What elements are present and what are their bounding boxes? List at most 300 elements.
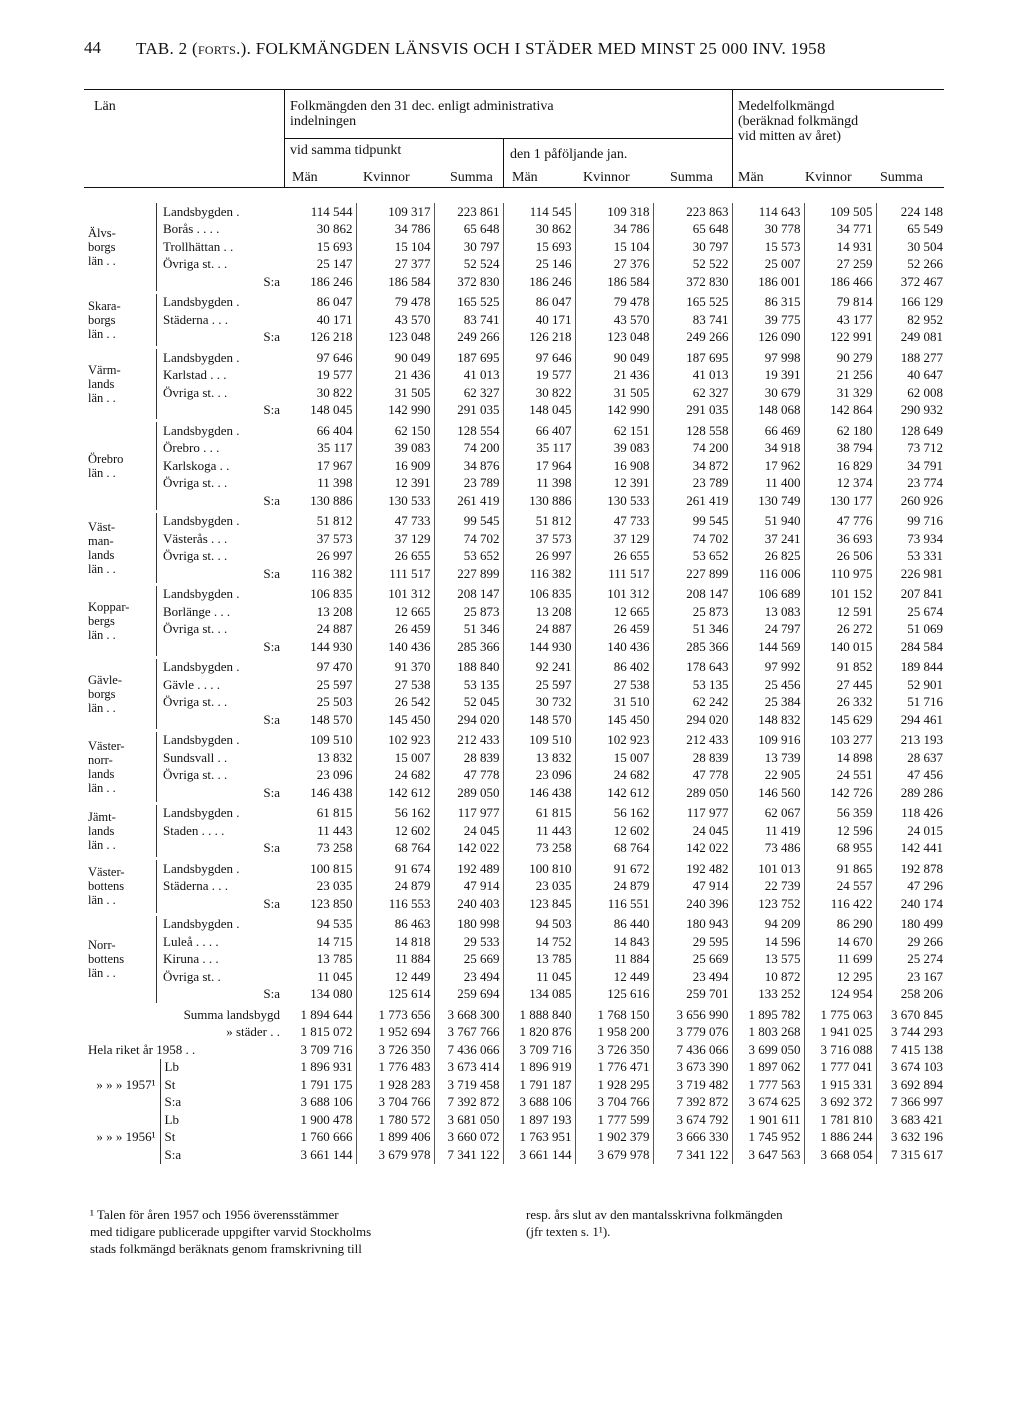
value-cell: 142 612 xyxy=(575,784,653,802)
table-row xyxy=(84,933,946,951)
value-cell: 1 815 072 xyxy=(284,1024,356,1042)
value-cell: 21 436 xyxy=(356,367,434,385)
value-cell: 68 955 xyxy=(804,840,876,858)
value-cell: 51 346 xyxy=(434,621,503,639)
value-cell: 25 597 xyxy=(284,676,356,694)
value-cell: 123 752 xyxy=(732,895,804,913)
value-cell: 3 668 300 xyxy=(434,1006,503,1024)
value-cell: 14 715 xyxy=(284,933,356,951)
value-cell: 86 402 xyxy=(575,659,653,677)
col-header-folkmangd-1: Folkmängden den 31 dec. enligt administrativa xyxy=(290,99,554,114)
region-name xyxy=(84,659,156,729)
value-cell: 13 785 xyxy=(503,951,575,969)
value-cell: 39 083 xyxy=(575,440,653,458)
value-cell: 30 797 xyxy=(653,238,732,256)
summary-label: Hela riket år 1958 . . xyxy=(88,1041,196,1057)
value-cell: 186 584 xyxy=(356,273,434,291)
value-cell: 1 803 268 xyxy=(732,1024,804,1042)
value-cell: 16 909 xyxy=(356,457,434,475)
value-cell: 3 668 054 xyxy=(804,1146,876,1164)
value-cell: 37 573 xyxy=(284,530,356,548)
value-cell: 51 716 xyxy=(907,694,943,710)
value-cell: 13 832 xyxy=(284,749,356,767)
value-cell: 1 775 063 xyxy=(804,1006,876,1024)
value-cell: 116 551 xyxy=(575,895,653,913)
value-cell: 142 022 xyxy=(434,840,503,858)
value-cell: 47 456 xyxy=(907,767,943,783)
value-cell: 52 524 xyxy=(434,256,503,274)
row-label: Övriga st. . . xyxy=(163,256,228,272)
value-cell: 11 045 xyxy=(284,968,356,986)
value-cell: 14 752 xyxy=(503,933,575,951)
value-cell: 25 669 xyxy=(653,951,732,969)
row-label: Luleå . . . . xyxy=(163,933,219,949)
sum-row xyxy=(84,565,946,583)
year-sub-label: S:a xyxy=(160,1094,284,1112)
value-cell: 26 825 xyxy=(732,548,804,566)
value-cell: 26 506 xyxy=(804,548,876,566)
value-cell: 65 549 xyxy=(907,221,943,237)
value-cell: 7 415 138 xyxy=(891,1041,943,1057)
value-cell: 23 035 xyxy=(284,878,356,896)
value-cell: 99 545 xyxy=(434,513,503,531)
value-cell: 3 719 458 xyxy=(434,1076,503,1094)
value-cell: 289 050 xyxy=(653,784,732,802)
region-name xyxy=(84,422,156,510)
value-cell: 47 733 xyxy=(356,513,434,531)
value-cell: 19 577 xyxy=(284,367,356,385)
value-cell: 124 954 xyxy=(804,986,876,1004)
value-cell: 123 048 xyxy=(356,329,434,347)
value-cell: 15 007 xyxy=(575,749,653,767)
value-cell: 66 469 xyxy=(732,422,804,440)
value-cell: 25 503 xyxy=(284,694,356,712)
col-header-medel-1: Medelfolkmängd xyxy=(738,99,835,114)
value-cell: 133 252 xyxy=(732,986,804,1004)
value-cell: 146 438 xyxy=(284,784,356,802)
value-cell: 30 822 xyxy=(284,384,356,402)
value-cell: 3 673 390 xyxy=(653,1059,732,1077)
header-bottom-rule xyxy=(84,187,944,188)
row-label: Övriga st. . . xyxy=(163,475,228,491)
row-label: S:a xyxy=(263,492,280,508)
region-name xyxy=(84,349,156,419)
value-cell: 25 274 xyxy=(907,951,943,967)
row-label: Landsbygden . xyxy=(163,916,240,932)
value-cell: 26 272 xyxy=(804,621,876,639)
region-name xyxy=(84,513,156,583)
value-cell: 16 908 xyxy=(575,457,653,475)
value-cell: 212 433 xyxy=(653,732,732,750)
value-cell: 285 366 xyxy=(434,638,503,656)
value-cell: 24 015 xyxy=(907,822,943,838)
table-row xyxy=(84,440,946,458)
value-cell: 13 208 xyxy=(284,603,356,621)
region-name-line: lands xyxy=(88,766,115,781)
region-name xyxy=(84,805,156,858)
value-cell: 3 679 978 xyxy=(575,1146,653,1164)
value-cell: 100 815 xyxy=(284,860,356,878)
value-cell: 130 749 xyxy=(732,492,804,510)
value-cell: 24 879 xyxy=(575,878,653,896)
value-cell: 51 069 xyxy=(907,621,943,637)
value-cell: 97 646 xyxy=(503,349,575,367)
value-cell: 23 494 xyxy=(653,968,732,986)
value-cell: 34 786 xyxy=(356,221,434,239)
value-cell: 28 839 xyxy=(434,749,503,767)
value-cell: 11 884 xyxy=(575,951,653,969)
value-cell: 110 975 xyxy=(804,565,876,583)
row-label: Övriga st. . . xyxy=(163,767,228,783)
region-name-line: borgs xyxy=(88,239,116,254)
region-name-line: län . . xyxy=(88,326,116,341)
summary-label: Summa landsbygd xyxy=(183,1006,280,1022)
table-row xyxy=(84,203,946,221)
value-cell: 79 478 xyxy=(575,294,653,312)
value-cell: 15 693 xyxy=(284,238,356,256)
col-header-next-jan: den 1 påföljande jan. xyxy=(510,147,628,162)
value-cell: 24 045 xyxy=(434,822,503,840)
sum-row xyxy=(84,986,946,1004)
region-name-line: lands xyxy=(88,547,115,562)
value-cell: 128 649 xyxy=(900,422,943,438)
region-name-line: län . . xyxy=(88,837,116,852)
row-label: Landsbygden . xyxy=(163,805,240,821)
value-cell: 140 436 xyxy=(575,638,653,656)
value-cell: 142 990 xyxy=(356,402,434,420)
value-cell: 15 104 xyxy=(356,238,434,256)
value-cell: 62 327 xyxy=(434,384,503,402)
value-cell: 62 180 xyxy=(804,422,876,440)
value-cell: 62 242 xyxy=(653,694,732,712)
col-header-medel-3: vid mitten av året) xyxy=(738,129,842,144)
row-label: Övriga st. . . xyxy=(163,694,228,710)
value-cell: 180 998 xyxy=(434,916,503,934)
region-name-line: Väster- xyxy=(88,738,125,753)
table-row xyxy=(84,256,946,274)
region-name-line: län . . xyxy=(88,893,116,908)
value-cell: 86 463 xyxy=(356,916,434,934)
value-cell: 12 665 xyxy=(356,603,434,621)
row-label: Övriga st. . . xyxy=(163,621,228,637)
value-cell: 66 404 xyxy=(284,422,356,440)
value-cell: 118 426 xyxy=(901,805,943,821)
row-label: Kiruna . . . xyxy=(163,951,219,967)
value-cell: 31 505 xyxy=(356,384,434,402)
region-name-line: län . . xyxy=(88,966,116,981)
value-cell: 24 682 xyxy=(575,767,653,785)
region-name xyxy=(84,203,156,291)
footnote-line: med tidigare publicerade uppgifter varvid Stockholms xyxy=(90,1224,372,1239)
value-cell: 68 764 xyxy=(356,840,434,858)
value-cell: 43 570 xyxy=(356,311,434,329)
header-subrule xyxy=(284,138,732,139)
value-cell: 65 648 xyxy=(653,221,732,239)
value-cell: 31 505 xyxy=(575,384,653,402)
row-label: Städerna . . . xyxy=(163,878,228,894)
value-cell: 3 688 106 xyxy=(284,1094,356,1112)
value-cell: 1 776 483 xyxy=(356,1059,434,1077)
value-cell: 97 998 xyxy=(732,349,804,367)
summary-label: » städer . . xyxy=(226,1024,280,1040)
value-cell: 7 436 066 xyxy=(434,1041,503,1059)
value-cell: 94 503 xyxy=(503,916,575,934)
value-cell: 14 931 xyxy=(804,238,876,256)
value-cell: 1 777 599 xyxy=(575,1111,653,1129)
value-cell: 25 384 xyxy=(732,694,804,712)
value-cell: 62 150 xyxy=(356,422,434,440)
value-cell: 26 459 xyxy=(575,621,653,639)
row-label: Borlänge . . . xyxy=(163,603,231,619)
value-cell: 73 258 xyxy=(284,840,356,858)
value-cell: 130 886 xyxy=(503,492,575,510)
value-cell: 25 007 xyxy=(732,256,804,274)
row-label: Landsbygden . xyxy=(163,659,240,675)
value-cell: 30 797 xyxy=(434,238,503,256)
table-row xyxy=(84,294,946,312)
value-cell: 144 930 xyxy=(284,638,356,656)
value-cell: 3 699 050 xyxy=(732,1041,804,1059)
table-row xyxy=(84,221,946,239)
value-cell: 40 647 xyxy=(907,367,943,383)
sum-row xyxy=(84,273,946,291)
value-cell: 23 096 xyxy=(284,767,356,785)
value-cell: 142 990 xyxy=(575,402,653,420)
value-cell: 1 952 694 xyxy=(356,1024,434,1042)
value-cell: 47 778 xyxy=(653,767,732,785)
value-cell: 30 504 xyxy=(907,238,943,254)
value-cell: 56 162 xyxy=(575,805,653,823)
value-cell: 128 558 xyxy=(653,422,732,440)
value-cell: 23 096 xyxy=(503,767,575,785)
value-cell: 116 382 xyxy=(284,565,356,583)
value-cell: 47 733 xyxy=(575,513,653,531)
value-cell: 134 085 xyxy=(503,986,575,1004)
row-label: Landsbygden . xyxy=(163,203,240,219)
value-cell: 144 930 xyxy=(503,638,575,656)
value-cell: 180 943 xyxy=(653,916,732,934)
value-cell: 148 045 xyxy=(284,402,356,420)
value-cell: 30 778 xyxy=(732,221,804,239)
value-cell: 249 266 xyxy=(434,329,503,347)
value-cell: 3 666 330 xyxy=(653,1129,732,1147)
value-cell: 30 862 xyxy=(503,221,575,239)
value-cell: 125 614 xyxy=(356,986,434,1004)
value-cell: 37 241 xyxy=(732,530,804,548)
sum-row xyxy=(84,638,946,656)
value-cell: 22 739 xyxy=(732,878,804,896)
value-cell: 290 932 xyxy=(900,402,943,418)
value-cell: 27 538 xyxy=(575,676,653,694)
value-cell: 15 693 xyxy=(503,238,575,256)
value-cell: 68 764 xyxy=(575,840,653,858)
table-row xyxy=(84,548,946,566)
value-cell: 106 835 xyxy=(503,586,575,604)
value-cell: 41 013 xyxy=(653,367,732,385)
value-cell: 212 433 xyxy=(434,732,503,750)
value-cell: 142 726 xyxy=(804,784,876,802)
value-cell: 259 694 xyxy=(434,986,503,1004)
value-cell: 100 810 xyxy=(503,860,575,878)
value-cell: 26 997 xyxy=(503,548,575,566)
row-label: S:a xyxy=(263,402,280,418)
value-cell: 90 049 xyxy=(575,349,653,367)
value-cell: 7 392 872 xyxy=(653,1094,732,1112)
value-cell: 109 505 xyxy=(804,203,876,221)
col-summa-3: Summa xyxy=(880,170,923,185)
value-cell: 1 773 656 xyxy=(356,1006,434,1024)
year-row xyxy=(84,1059,946,1077)
value-cell: 1 958 200 xyxy=(575,1024,653,1042)
value-cell: 114 545 xyxy=(503,203,575,221)
value-cell: 11 398 xyxy=(284,475,356,493)
value-cell: 34 918 xyxy=(732,440,804,458)
value-cell: 86 047 xyxy=(284,294,356,312)
table-row xyxy=(84,749,946,767)
value-cell: 178 643 xyxy=(653,659,732,677)
value-cell: 34 876 xyxy=(434,457,503,475)
value-cell: 1 777 563 xyxy=(732,1076,804,1094)
value-cell: 14 843 xyxy=(575,933,653,951)
value-cell: 123 845 xyxy=(503,895,575,913)
region-name-line: Jämt- xyxy=(88,809,116,824)
value-cell: 29 266 xyxy=(907,933,943,949)
value-cell: 97 646 xyxy=(284,349,356,367)
value-cell: 35 117 xyxy=(503,440,575,458)
value-cell: 12 391 xyxy=(575,475,653,493)
region-name-line: Älvs- xyxy=(88,225,116,240)
value-cell: 146 560 xyxy=(732,784,804,802)
value-cell: 372 830 xyxy=(653,273,732,291)
value-cell: 3 647 563 xyxy=(732,1146,804,1164)
footnote-line: ¹ Talen för åren 1957 och 1956 överensstämmer xyxy=(90,1207,339,1222)
row-label: Trollhättan . . xyxy=(163,238,234,254)
table-row xyxy=(84,968,946,986)
sum-row xyxy=(84,840,946,858)
row-label: Övriga st. . xyxy=(163,968,221,984)
value-cell: 34 872 xyxy=(653,457,732,475)
value-cell: 140 436 xyxy=(356,638,434,656)
value-cell: 1 928 295 xyxy=(575,1076,653,1094)
row-label: Städerna . . . xyxy=(163,311,228,327)
year-row xyxy=(84,1076,946,1094)
value-cell: 37 129 xyxy=(575,530,653,548)
value-cell: 101 312 xyxy=(575,586,653,604)
table-row xyxy=(84,513,946,531)
value-cell: 23 035 xyxy=(503,878,575,896)
value-cell: 47 296 xyxy=(907,878,943,894)
value-cell: 114 643 xyxy=(732,203,804,221)
value-cell: 11 045 xyxy=(503,968,575,986)
value-cell: 53 331 xyxy=(907,548,943,564)
value-cell: 91 852 xyxy=(804,659,876,677)
value-cell: 12 596 xyxy=(804,822,876,840)
value-cell: 109 317 xyxy=(356,203,434,221)
value-cell: 126 218 xyxy=(503,329,575,347)
sum-row xyxy=(84,895,946,913)
value-cell: 1 901 611 xyxy=(732,1111,804,1129)
value-cell: 1 781 810 xyxy=(804,1111,876,1129)
value-cell: 61 815 xyxy=(503,805,575,823)
value-cell: 17 967 xyxy=(284,457,356,475)
value-cell: 62 327 xyxy=(653,384,732,402)
value-cell: 52 901 xyxy=(907,676,943,692)
value-cell: 109 318 xyxy=(575,203,653,221)
value-cell: 41 013 xyxy=(434,367,503,385)
value-cell: 1 745 952 xyxy=(732,1129,804,1147)
value-cell: 3 692 372 xyxy=(804,1094,876,1112)
population-table xyxy=(84,203,946,1164)
value-cell: 187 695 xyxy=(434,349,503,367)
value-cell: 36 693 xyxy=(804,530,876,548)
summary-row xyxy=(84,1041,946,1059)
value-cell: 166 129 xyxy=(900,294,943,310)
table-row xyxy=(84,475,946,493)
value-cell: 97 992 xyxy=(732,659,804,677)
row-label: Landsbygden . xyxy=(163,732,240,748)
region-name-line: man- xyxy=(88,533,114,548)
value-cell: 91 674 xyxy=(356,860,434,878)
value-cell: 180 499 xyxy=(900,916,943,932)
value-cell: 19 391 xyxy=(732,367,804,385)
value-cell: 25 147 xyxy=(284,256,356,274)
col-header-same-time: vid samma tidpunkt xyxy=(290,143,402,158)
value-cell: 111 517 xyxy=(575,565,653,583)
row-label: Staden . . . . xyxy=(163,822,225,838)
value-cell: 130 886 xyxy=(284,492,356,510)
value-cell: 145 450 xyxy=(575,711,653,729)
year-row xyxy=(84,1146,946,1164)
region-name xyxy=(84,294,156,347)
value-cell: 90 279 xyxy=(804,349,876,367)
value-cell: 27 259 xyxy=(804,256,876,274)
value-cell: 52 045 xyxy=(434,694,503,712)
value-cell: 109 916 xyxy=(732,732,804,750)
value-cell: 90 049 xyxy=(356,349,434,367)
value-cell: 56 359 xyxy=(804,805,876,823)
value-cell: 3 681 050 xyxy=(434,1111,503,1129)
value-cell: 3 726 350 xyxy=(356,1041,434,1059)
value-cell: 208 147 xyxy=(653,586,732,604)
value-cell: 83 741 xyxy=(653,311,732,329)
value-cell: 126 218 xyxy=(284,329,356,347)
year-sub-label: Lb xyxy=(160,1059,284,1077)
value-cell: 79 478 xyxy=(356,294,434,312)
value-cell: 24 557 xyxy=(804,878,876,896)
row-label: Västerås . . . xyxy=(163,530,228,546)
value-cell: 1 902 379 xyxy=(575,1129,653,1147)
value-cell: 3 670 845 xyxy=(891,1006,943,1022)
row-label: S:a xyxy=(263,273,280,289)
region-name-line: län . . xyxy=(88,561,116,576)
value-cell: 3 661 144 xyxy=(503,1146,575,1164)
summary-row xyxy=(84,1024,946,1042)
col-summa-1: Summa xyxy=(450,170,493,185)
row-label: S:a xyxy=(263,565,280,581)
value-cell: 12 602 xyxy=(356,822,434,840)
value-cell: 12 391 xyxy=(356,475,434,493)
table-row xyxy=(84,586,946,604)
table-row xyxy=(84,384,946,402)
value-cell: 226 981 xyxy=(900,565,943,581)
row-label: Landsbygden . xyxy=(163,349,240,365)
region-name xyxy=(84,916,156,1004)
value-cell: 3 709 716 xyxy=(503,1041,575,1059)
value-cell: 51 812 xyxy=(503,513,575,531)
value-cell: 52 522 xyxy=(653,256,732,274)
col-kvinnor-3: Kvinnor xyxy=(805,170,852,185)
value-cell: 34 771 xyxy=(804,221,876,239)
